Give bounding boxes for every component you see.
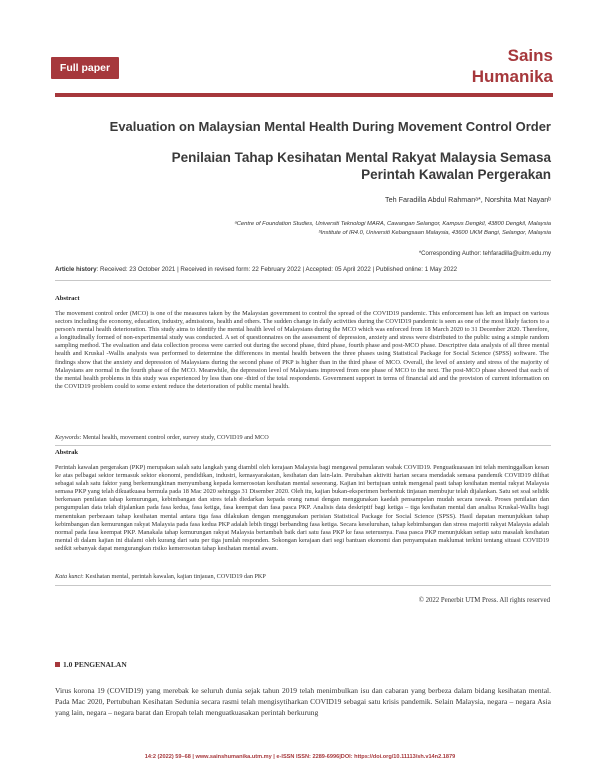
abstract-keywords <box>55 434 269 441</box>
title-malay: Penilaian Tahap Kesihatan Mental Rakyat Malaysia Semasa Perintah Kawalan Pergerakan <box>171 150 551 182</box>
section-marker-icon <box>55 662 60 667</box>
kata-kunci-text: : Kesihatan mental, perintah kawalan, kajian tinjauan, COVID19 dan PKP <box>81 573 266 580</box>
section-heading-text: 1.0 PENGENALAN <box>63 660 127 669</box>
article-history-label: Article history <box>55 266 97 273</box>
abstrak-keywords <box>55 573 266 580</box>
authors: Teh Faradilla Abdul Rahmanᵃ*, Norshita Mat Nayanᵇ <box>385 195 551 204</box>
title-english: Evaluation on Malaysian Mental Health During Movement Control Order <box>109 119 551 134</box>
abstract-text: The movement control order (MCO) is one of the measures taken by the Malaysian government to control the spread of the COVID19 pandemic. This enforcement has left an impact on various sectors including the economy, education, industry, admissions, health and others. The sudden change in daily activities during the COVID19 pandemic is seen as one of the most likely factors to a person's mental health deterioration. This study aims to identify the mental health level of Malaysians during the MCO which was enforced from 18 March 2020 to 31 December 2020. Therefore, a longitudinally formed of non-experimental study was conducted. A set of questionnaires on the assessment of depression, anxiety and stress were distributed to the public using a simple random sampling method. The evaluation and data collection process were carried out during the second phase, third phase, fourth phase and post-MCO phase. Descriptive data analysis of all three mental health and Kruskal -Wallis analysis was performed to determine the differences in mental health between the three phases using Statistical Package for Social Science (SPSS) software. The findings show that the anxiety and depression of Malaysians during the second phase of PKP is higher than in the third phase of MCO. Overall, the level of anxiety and stress of the majority of Malaysians are normal in the fourth phase of the MCO. Meanwhile, the depression level of Malaysians improved from one phase of MCO to the next. The post-MCO phase showed that each of the mental health problems in this study was experienced by less than one -third of the total respondents. Government support in terms of financial aid and the provision of current information on the COVID19 problem could to some extent reduce the deterioration of public mental health. <box>55 310 549 390</box>
header-divider <box>55 93 553 97</box>
article-history <box>55 266 551 273</box>
affiliation-a: ᵃCentre of Foundation Studies, Universiti Teknologi MARA, Cawangan Selangor, Kampus Dengkil, 43800 Dengkil, Malaysia <box>234 221 551 227</box>
section-heading <box>55 660 127 669</box>
divider <box>55 280 551 281</box>
abstract-heading: Abstract <box>55 295 80 302</box>
page-footer: 14:2 (2022) 59–68 | www.sainshumanika.utm.my | e-ISSN ISSN: 2289-6996|DOI: https://doi.org/10.11113/sh.v14n2.1879 <box>144 754 456 760</box>
corresponding-author: *Corresponding Author: tehfaradilla@uitm.edu.my <box>418 251 551 257</box>
abstrak-text: Perintah kawalan pergerakan (PKP) merupakan salah satu langkah yang diambil oleh kerajaan Malaysia bagi mengawal penularan wabak COVID19. Penguatkuasaan ini telah meninggalkan kesan ke atas pelbagai sektor termasuk sektor ekonomi, pendidikan, industri, kemasyarakatan, kesihatan dan lain-lain. Perubahan aktiviti harian secara mendadak semasa pandemik COVID19 dilihat sebagai salah satu faktor yang berkemungkinan menyumbang kepada kemerosotan kesihatan mental seseorang. Kajian ini bertujuan untuk mengenal pasti tahap kesihatan mental rakyat Malaysia semasa PKP yang telah dikuatkuasa bermula pada 18 Mac 2020 sehingga 31 Disember 2020. Oleh itu, kajian bukan-eksperimen berbentuk tinjauan membujur telah dijalankan. Satu set soal selidik berkenaan penilaian tahap kemurungan, kebimbangan dan stres telah diedarkan kepada orang ramai dengan menggunakan kaedah pensampelan mudah secara rawak. Proses penilaian dan pengumpulan data telah dijalankan pada fasa kedua, fasa ketiga, fasa keempat dan fasa pasca PKP. Analisis data deskriptif bagi ketiga – tiga kesihatan mental dan analisa Kruskal-Wallis bagi menentukan perbezaan tahap kesihatan mental antara tiga fasa dilakukan dengan menggunakan perisian Statistical Package for Social Science (SPSS). Hasil dapatan menunjukkan tahap kebimbangan dan kemurungan rakyat Malaysia pada fasa kedua PKP adalah lebih tinggi berbanding fasa ketiga. Secara keseluruhan, tahap kebimbangan dan stress majoriti rakyat Malaysia adalah normal pada fasa keempat PKP. Manakala tahap kemurungan rakyat Malaysia bertambah baik dari satu fasa PKP ke fasa seterusnya. Fasa pasca PKP menunjukkan setiap satu masalah kesihatan mental di dalam kajian ini dialami oleh kurang dari satu per tiga jumlah responden. Sokongan kerajaan dari segi bantuan ekonomi dan penyampaian maklumat terkini tentang situasi COVID19 sedikit sebanyak dapat mengurangkan risiko kemerosotan tahap kesihatan mental awam. <box>55 464 549 552</box>
divider <box>55 445 551 446</box>
journal-name-line1: Sains <box>507 46 553 65</box>
full-paper-badge: Full paper <box>51 57 119 79</box>
article-history-text: : Received: 23 October 2021 | Received in revised form: 22 February 2022 | Accepted: 05 April 2022 | Published online: 1 May 2022 <box>96 266 458 273</box>
affiliation-b: ᵇInstitute of IR4.0, Universiti Kebangsaan Malaysia, 43600 UKM Bangi, Selangor, Malaysia <box>318 230 551 236</box>
divider <box>55 585 551 586</box>
abstrak-heading: Abstrak <box>55 449 79 456</box>
kata-kunci-label: Kata kunci <box>55 573 82 580</box>
intro-paragraph: Virus korona 19 (COVID19) yang merebak ke seluruh dunia sejak tahun 2019 telah menimbulkan isu dan cabaran yang berbeza dalam bidang kesihatan mental. Pada Mac 2020, Pertubuhan Kesihatan Sedunia secara rasmi telah mengisytiharkan COVID19 sebagai satu krisis pandemik. Selain Malaysia, negara – negara Asia yang lain, negara – negara barat dan Eropah telah menguatkuasakan perintah berkurung <box>55 686 551 717</box>
journal-name-line2: Humanika <box>471 67 553 86</box>
keywords-text: : Mental health, movement control order, survey study, COVID19 and MCO <box>79 434 269 441</box>
copyright: © 2022 Penerbit UTM Press. All rights reserved <box>418 597 550 604</box>
keywords-label: Keywords <box>55 434 80 441</box>
